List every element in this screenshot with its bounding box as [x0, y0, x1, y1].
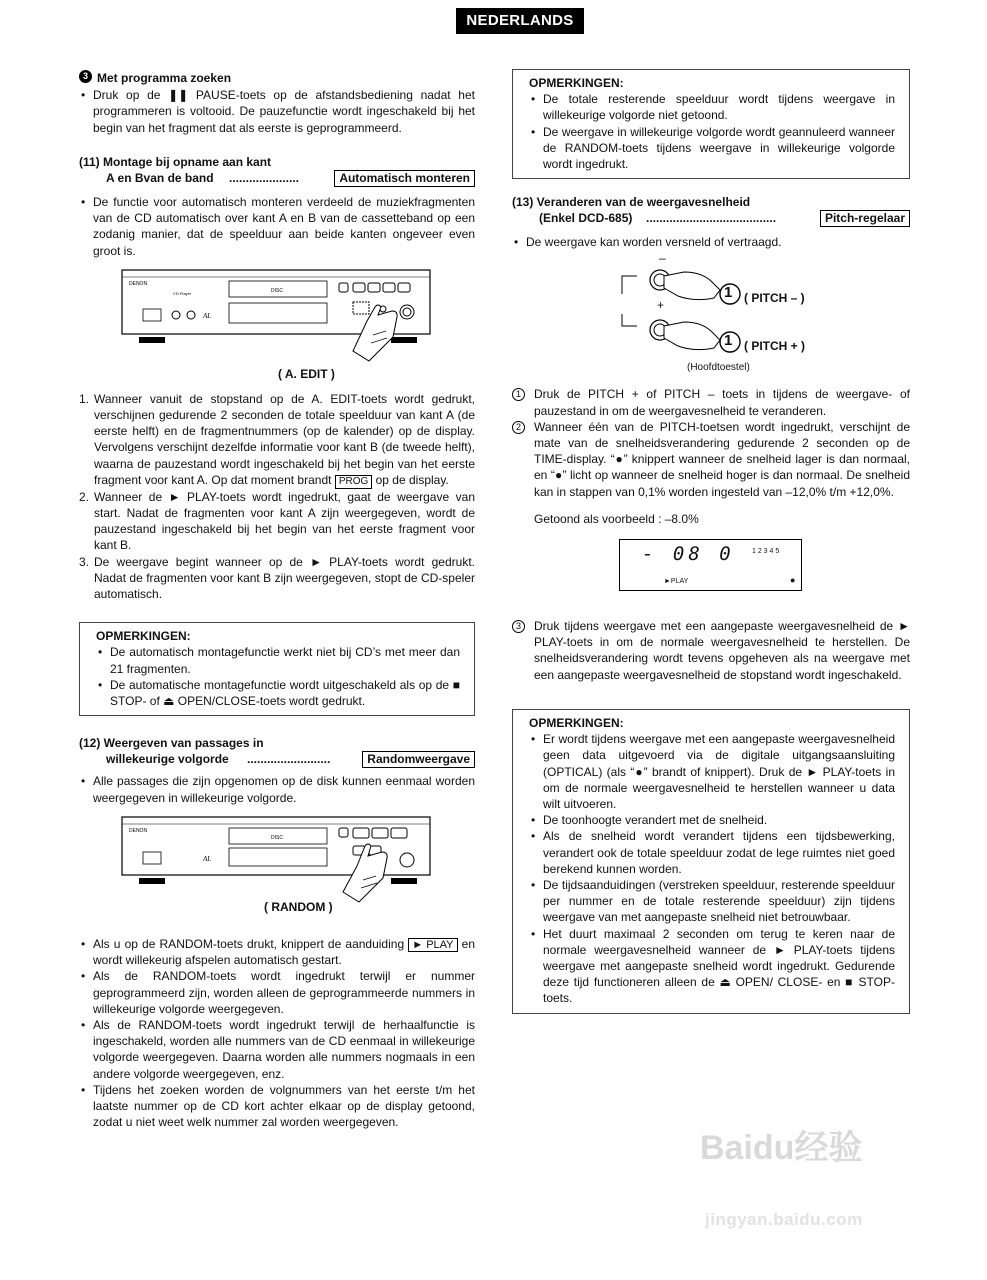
note-item: • De tijdsaanduidingen (verstreken speelduur, resterende speelduur per nummer en de totale resterende speelduur) zijn tijdens weergave van met aangepaste snelheid niet betrouwbaar.	[529, 877, 895, 926]
svg-text:DENON: DENON	[129, 827, 148, 834]
section-11-list	[79, 194, 475, 259]
main-unit-label: (Hoofdtoestel)	[687, 362, 750, 374]
note-item: • De toonhoogte verandert met de snelheid.	[529, 812, 895, 828]
svg-text:DENON: DENON	[129, 280, 148, 287]
note-item: • De weergave in willekeurige volgorde wordt geannuleerd wanneer de RANDOM-toets tijdens weergave in willekeurige volgorde wordt ingedrukt.	[529, 124, 895, 173]
pitch-buttons-illustration	[612, 254, 812, 374]
plus-sign: +	[657, 298, 665, 313]
pitch-step-3: 3 Druk tijdens weergave met een aangepaste weergavesnelheid de ► PLAY-toets in om de normale weergavesnelheid te herstellen. De snelheidsverandering wordt tevens opgeheven als na weergave met een aangepaste weergavesnelheid de stopstand wordt ingeschakeld.	[512, 618, 910, 683]
random-bullet-1: • Als u op de RANDOM-toets drukt, knippert de aanduiding ► PLAY en wordt willekeurig afspelen automatisch gestart.	[79, 936, 475, 968]
section-11-heading: (11) Montage bij opname aan kant A en Bvan de band ..................... Automatisch monteren	[79, 154, 475, 188]
figure-pitch	[512, 251, 910, 384]
note-item: • Het duurt maximaal 2 seconden om terug te keren naar de normale weergavesnelheid wanneer de ► PLAY-toets tijdens weergave met aangepaste snelheid wordt ingedrukt. Gedurende deze tijd functioneren alleen de ⏏ OPEN/ CLOSE- en ■ STOP-toets.	[529, 926, 895, 1007]
display-play: ►PLAY	[664, 578, 689, 586]
auto-edit-tag: Automatisch monteren	[334, 170, 475, 187]
step-1-number: 1	[724, 332, 733, 350]
random-bullet-2: • Als de RANDOM-toets wordt ingedrukt terwijl er nummer geprogrammeerd zijn, worden alleen de geprogrammeerde nummers in willekeurige volgorde weergegeven.	[79, 968, 475, 1017]
section-13-bullet: • De weergave kan worden versneld of vertraagd.	[512, 234, 910, 250]
baidu-watermark-url: jingyan.baidu.com	[705, 1210, 863, 1229]
pitch-step-1: 1 Druk de PITCH + of PITCH – toets in tijdens de weergave- of pauzestand in om de weergavesnelheid te veranderen.	[512, 386, 910, 418]
section-11-bullet: • De functie voor automatisch monteren verdeeld de muziekfragmenten van de CD automatisch over kant A en B van de cassetteband op een zodanig manier, dat de speelduur aan beide kanten ongeveer even groot is.	[79, 194, 475, 259]
left-column	[79, 70, 475, 1130]
pitch-plus-label: ( PITCH + )	[744, 339, 806, 354]
note-item: • De totale resterende speelduur wordt tijdens weergave in willekeurige volgorde niet getoond.	[529, 91, 895, 123]
baidu-watermark-logo: Baidu经验	[700, 1129, 863, 1167]
random-bullet-4: • Tijdens het zoeken worden de volgnummers van het eerste t/m het laatste nummer op de CD kort achter elkaar op de display getoond, zodat u niet weet welk nummer zal worden weergegeven.	[79, 1082, 475, 1131]
right-column	[512, 194, 910, 683]
program-search-bullet: • Druk op de ❚❚ PAUSE-toets op de afstandsbediening nadat het programmeren is voltooid. De pauzefunctie wordt ingeschakeld bij het begin van het fragment dat als eerste is geprogrammeerd.	[79, 87, 475, 136]
svg-text:AL: AL	[203, 854, 212, 863]
note-item: • Als de snelheid wordt verandert tijdens een tijdsbewerking, verandert ook de totale speelduur zodat de lege ruimtes niet goed berekend kunnen worden.	[529, 828, 895, 877]
a-edit-steps	[79, 391, 475, 602]
random-bullets	[79, 936, 475, 1130]
random-label: ( RANDOM )	[264, 899, 333, 914]
pitch-step-2: 2 Wanneer één van de PITCH-toetsen wordt ingedrukt, verschijnt de mate van de snelheidsverandering gedurende 2 seconden op de TIME-display. “●” knippert wanneer de snelheid lager is dan normaal, en “●” licht op wanneer de snelheid hoger is dan normaal. De snelheid kan in stappen van 0,1% worden ingesteld van –12,0% t/m +12,0%.	[512, 419, 910, 500]
section-12-bullet: • Alle passages die zijn opgenomen op de disk kunnen eenmaal worden weergegeven in willekeurige volgorde.	[79, 773, 475, 805]
step-1-number: 1	[724, 284, 733, 302]
display-dot: ●	[790, 575, 796, 586]
svg-text:DISC: DISC	[271, 287, 283, 294]
play-indicator: ► PLAY	[408, 938, 457, 952]
figure-random	[79, 814, 475, 936]
pitch-notes: OPMERKINGEN: • Er wordt tijdens weergave met een aangepaste weergavesnelheid geen data uitgevoerd via de digitale uitgangsaansluiting (OPTICAL) (als “●” brandt of knippert). Druk de ► PLAY-toets in om de normale weergavesnelheid te herstellen wanneer u data wilt uitvoeren. • De toonhoogte verandert met de snelheid. • Als de snelheid wordt verandert tijdens een tijdsbewerking, verandert ook de totale speelduur zodat de lege ruimtes niet goed berekend kunnen worden. • De tijdsaanduidingen (verstreken speelduur, resterende speelduur per nummer en de totale resterende speelduur) zijn tijdens weergave van met aangepaste snelheid niet betrouwbaar. • Het duurt maximaal 2 seconden om terug te keren naar de normale weergavesnelheid wanneer de ► PLAY-toets tijdens weergave met aangepaste snelheid wordt ingedrukt. Gedurende deze tijd functioneren alleen de ⏏ OPEN/ CLOSE- en ■ STOP-toets.	[512, 709, 910, 1014]
a-edit-step-3: 3. De weergave begint wanneer op de ► PLAY-toets wordt gedrukt. Nadat de fragmenten voor kant B zijn weergegeven, stopt de CD-speler automatisch.	[79, 554, 475, 602]
section-13-list	[512, 234, 910, 250]
note-item: • Er wordt tijdens weergave met een aangepaste weergavesnelheid geen data uitgevoerd via de digitale uitgangsaansluiting (OPTICAL) (als “●” brandt of knippert). Druk de ► PLAY-toets in om de normale weergavesnelheid te herstellen wanneer u data wilt uitvoeren.	[529, 731, 895, 812]
time-display	[619, 539, 802, 591]
section-11-notes: OPMERKINGEN: • De automatisch montagefunctie werkt niet bij CD’s met meer dan 21 fragmenten. • De automatische montagefunctie wordt uitgeschakeld als op de ■ STOP- of ⏏ OPEN/CLOSE-toets wordt gedrukt.	[79, 622, 475, 716]
note-item: • De automatisch montagefunctie werkt niet bij CD’s met meer dan 21 fragmenten.	[96, 644, 460, 676]
pitch-steps	[512, 386, 910, 499]
random-bullet-3: • Als de RANDOM-toets wordt ingedrukt terwijl de herhaalfunctie is ingeschakeld, worden alle nummers van de CD eenmaal in willekeurige volgorde weergegeven. Daarna worden alle nummers nogmaals in een andere volgorde weergegeven, enz.	[79, 1017, 475, 1082]
step-3-icon: 3	[79, 70, 92, 83]
display-value: - 08 0	[642, 543, 735, 566]
language-header: NEDERLANDS	[456, 8, 584, 34]
random-play-tag: Randomweergave	[362, 751, 475, 768]
random-notes: OPMERKINGEN: • De totale resterende speelduur wordt tijdens weergave in willekeurige volgorde niet getoond. • De weergave in willekeurige volgorde wordt geannuleerd wanneer de RANDOM-toets tijdens weergave in willekeurige volgorde wordt ingedrukt.	[512, 69, 910, 179]
section-12-list	[79, 773, 475, 805]
note-item: • De automatische montagefunctie wordt uitgeschakeld als op de ■ STOP- of ⏏ OPEN/CLOSE-toets wordt gedrukt.	[96, 677, 460, 709]
figure-a-edit	[79, 267, 475, 385]
svg-text:AL: AL	[203, 311, 212, 320]
section-program-search-title: 3 Met programma zoeken	[79, 70, 475, 86]
pitch-control-tag: Pitch-regelaar	[820, 210, 910, 227]
pitch-minus-label: ( PITCH – )	[744, 291, 805, 306]
section-12-heading: (12) Weergeven van passages in willekeurige volgorde ......................... Randomweergave	[79, 735, 475, 769]
display-tracks: 1 2 3 4 5	[752, 548, 780, 556]
a-edit-step-2: 2. Wanneer de ► PLAY-toets wordt ingedrukt, gaat de weergave van start. Nadat de fragmenten voor kant A zijn weergegeven, wordt de pauzestand ingeschakeld bij het begin van het eerste fragment voor kant B.	[79, 489, 475, 553]
example-text: Getoond als voorbeeld : –8.0%	[534, 511, 699, 526]
svg-text:CD Player: CD Player	[173, 290, 192, 296]
section-13-heading: (13) Veranderen van de weergavesnelheid (Enkel DCD-685) ....................................... Pitch-regelaar	[512, 194, 910, 228]
a-edit-step-1: 1. Wanneer vanuit de stopstand op de A. EDIT-toets wordt gedrukt, verschijnen gedurende 2 seconden de totale speelduur van kant A (de eerste helft) en de fragmentnummers (op de kalender) op de display. Vervolgens verschijnt dezelfde informatie voor kant B (de tweede helft), waarna de pauzestand wordt ingeschakeld bij het begin van het eerste fragment voor kant A. Op dat moment brandt PROG op de display.	[79, 391, 475, 487]
a-edit-label: ( A. EDIT )	[278, 366, 335, 381]
minus-sign: –	[659, 251, 666, 266]
prog-indicator: PROG	[335, 475, 372, 489]
program-search-list	[79, 87, 475, 136]
cd-player-illustration	[121, 269, 431, 379]
svg-text:DISC: DISC	[271, 834, 283, 841]
